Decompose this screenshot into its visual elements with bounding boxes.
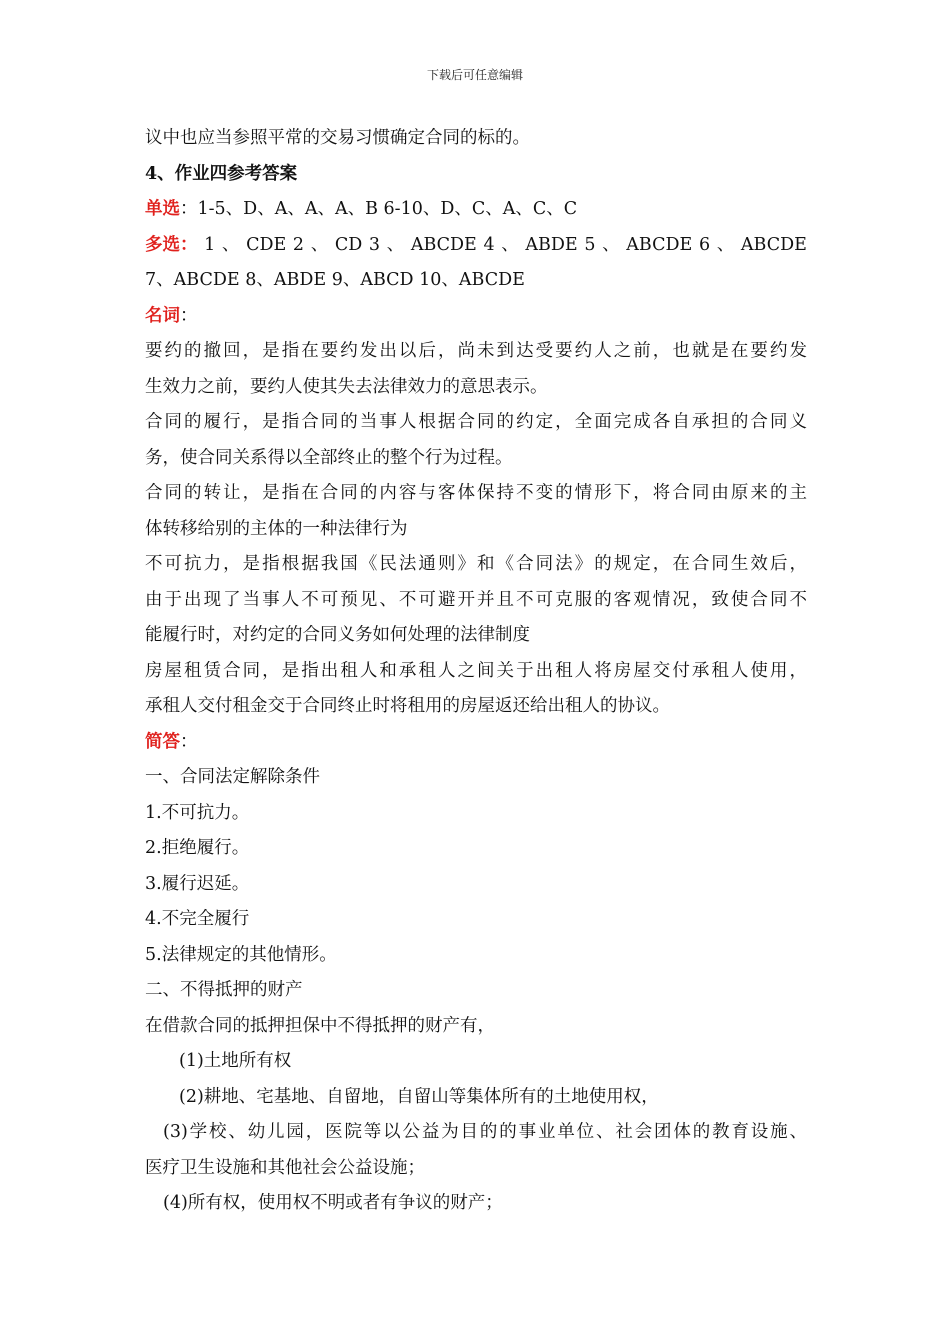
list-item: (4)所有权，使用权不明或者有争议的财产； [163, 1193, 503, 1213]
multi-choice-item: 1 [204, 234, 216, 255]
term-paragraph-line: 合同的履行，是指合同的当事人根据合同的约定，全面完成各自承担的合同义 [145, 412, 807, 432]
term-paragraph-line: 由于出现了当事人不可预见、不可避开并且不可克服的客观情况，致使合同不 [145, 589, 807, 610]
page-header: 下载后可任意编辑 [426, 68, 523, 82]
multi-choice-item: 、 [221, 234, 240, 255]
list-item: 3.履行迟延。 [145, 873, 250, 894]
list-item: 2.拒绝履行。 [145, 838, 250, 858]
list-item: (2)耕地、宅基地、自留地，自留山等集体所有的土地使用权， [179, 1086, 659, 1107]
list-item: (1)土地所有权 [179, 1051, 292, 1071]
subsection-intro: 在借款合同的抵押担保中不得抵押的财产有， [145, 1015, 495, 1036]
multi-choice-item: CDE [246, 234, 287, 255]
multi-choice-item: 、 [501, 234, 519, 255]
terms-colon: ： [180, 305, 198, 326]
multi-choice-item: 、 [716, 234, 735, 255]
multi-choice-item: 6 [698, 234, 711, 255]
list-item: (3)学校、幼儿园，医院等以公益为目的的事业单位、社会团体的教育设施、 [163, 1122, 807, 1142]
document-body [145, 121, 807, 1222]
single-choice-colon: ： [180, 199, 198, 219]
term-paragraph-line: 房屋租赁合同，是指出租人和承租人之间关于出租人将房屋交付承租人使用， [145, 660, 807, 681]
multi-choice-item: 5 [584, 234, 596, 255]
term-paragraph-line: 不可抗力，是指根据我国《民法通则》和《合同法》的规定，在合同生效后， [145, 554, 807, 574]
single-choice-line [145, 192, 807, 228]
short-answer-colon: ： [180, 731, 198, 752]
term-paragraph-line: 承租人交付租金交于合同终止时将租用的房屋返还给出租人的协议。 [145, 696, 670, 716]
multi-choice-label: 多选： [145, 234, 198, 255]
term-paragraph-line: 要约的撤回，是指在要约发出以后，尚未到达受要约人之前，也就是在要约发 [145, 341, 807, 361]
list-item: 5.法律规定的其他情形。 [145, 944, 337, 965]
multi-choice-item: 、 [386, 234, 405, 255]
list-item: 1.不可抗力。 [145, 802, 250, 823]
term-paragraph-line: 能履行时，对约定的合同义务如何处理的法律制度 [145, 625, 530, 645]
multi-choice-line-2: 7、ABCDE 8、ABDE 9、ABCD 10、ABCDE [145, 270, 525, 290]
terms-label: 名词 [145, 305, 180, 326]
terms-heading [145, 299, 807, 335]
list-item-continuation: 医疗卫生设施和其他社会公益设施； [145, 1157, 425, 1178]
short-answer-heading [145, 725, 807, 761]
single-choice-label: 单选 [145, 199, 180, 219]
multi-choice-item: 3 [368, 234, 381, 255]
multi-choice-item: ABDE [525, 234, 578, 255]
multi-choice-item: 2 [292, 234, 305, 255]
multi-choice-item: 、 [310, 234, 329, 255]
subsection-title: 一、合同法定解除条件 [145, 767, 320, 787]
term-paragraph-line: 合同的转让，是指在合同的内容与客体保持不变的情形下，将合同由原来的主 [145, 483, 807, 503]
single-choice-answers: 1-5、D、A、A、A、B 6-10、D、C、A、C、C [197, 199, 578, 219]
short-answer-label: 简答 [145, 731, 180, 752]
multi-choice-line-1 [145, 228, 807, 264]
subsection-title: 二、不得抵押的财产 [145, 980, 303, 1000]
multi-choice-item: 、 [602, 234, 620, 255]
multi-choice-item: CD [334, 234, 363, 255]
multi-choice-item: ABCDE [626, 234, 693, 255]
multi-choice-item: 4 [483, 234, 495, 255]
term-paragraph-line: 生效力之前，要约人使其失去法律效力的意思表示。 [145, 376, 548, 397]
term-paragraph-line: 务，使合同关系得以全部终止的整个行为过程。 [145, 447, 513, 468]
multi-choice-item: ABCDE [740, 234, 807, 255]
term-paragraph-line: 体转移给别的主体的一种法律行为 [145, 518, 408, 539]
intro-line: 议中也应当参照平常的交易习惯确定合同的标的。 [145, 128, 530, 148]
section-title: 4、作业四参考答案 [145, 163, 298, 184]
list-item: 4.不完全履行 [145, 909, 250, 929]
multi-choice-item: ABCDE [410, 234, 477, 255]
